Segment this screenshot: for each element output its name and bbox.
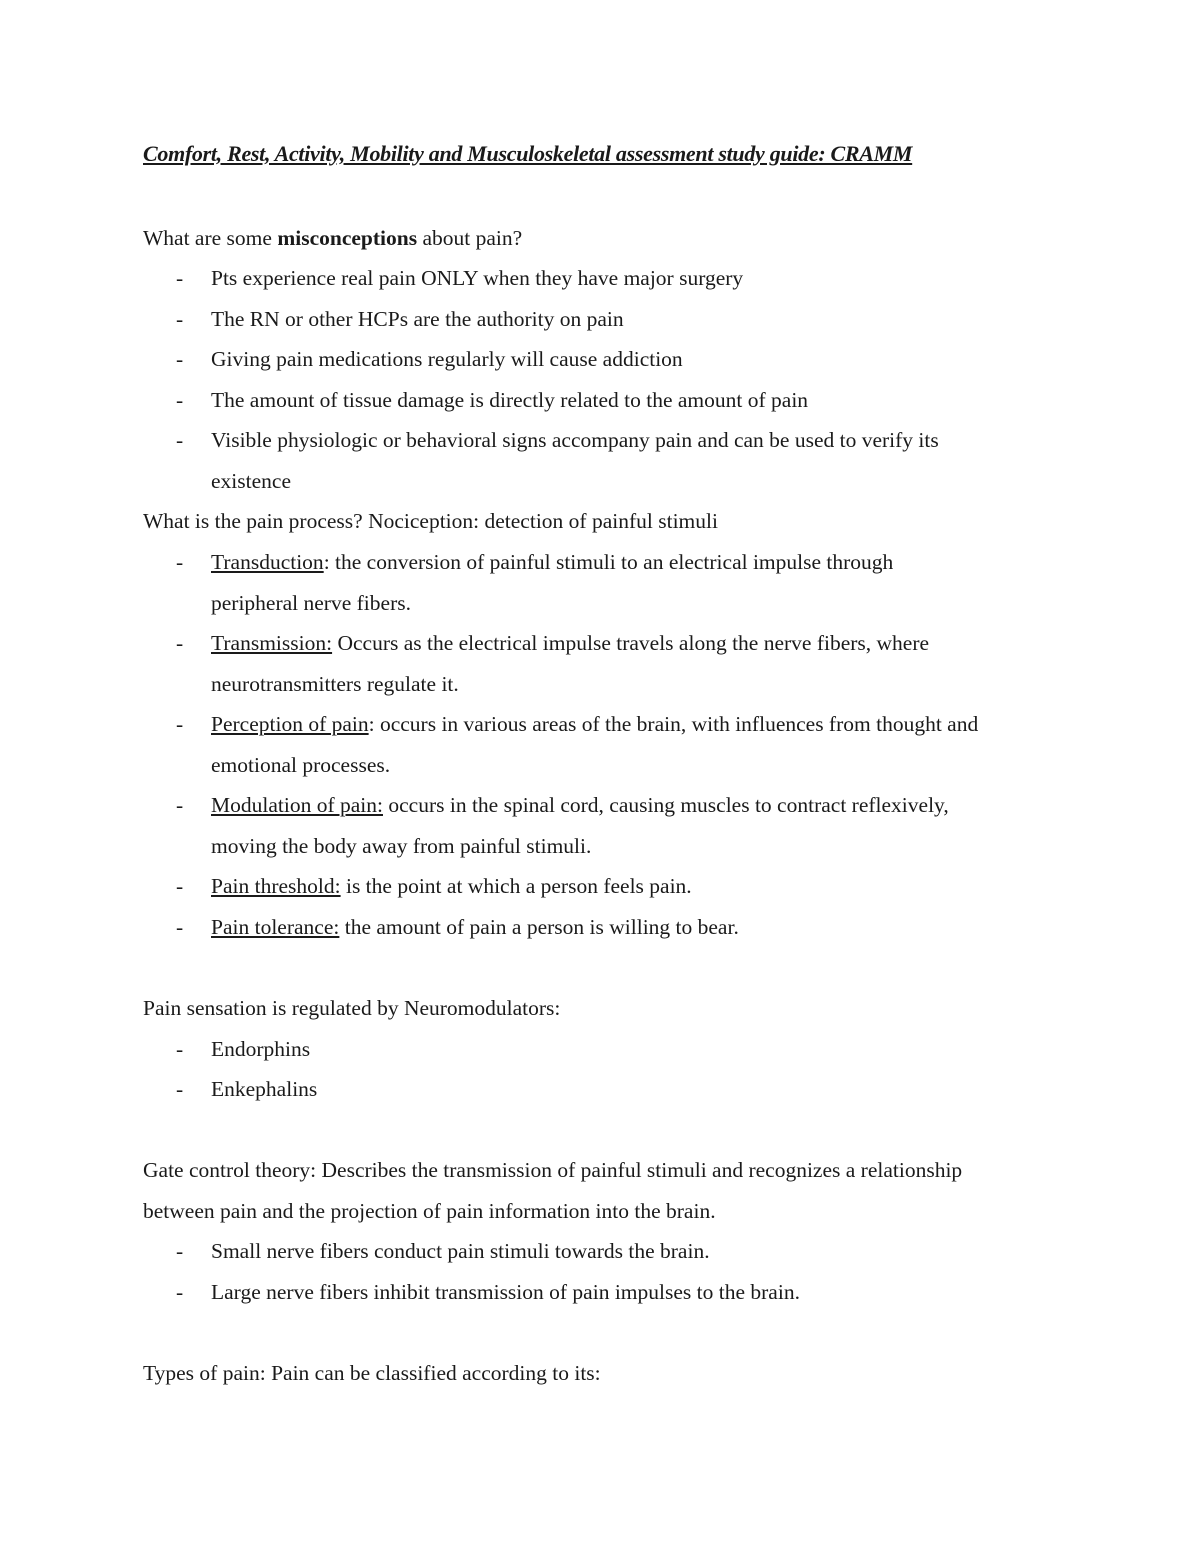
list-item-continuation: peripheral nerve fibers. [211, 591, 411, 615]
term-underlined: Pain tolerance: [211, 915, 340, 939]
list-item-transduction [211, 547, 893, 577]
bullet-dash: - [176, 550, 184, 574]
pain-process-heading: What is the pain process? Nociception: detection of painful stimuli [143, 509, 718, 533]
document-title: Comfort, Rest, Activity, Mobility and Musculoskeletal assessment study guide: CRAMM [143, 141, 913, 166]
list-item: Enkephalins [211, 1077, 318, 1101]
bullet-dash: - [176, 307, 184, 331]
bullet-dash: - [176, 266, 184, 290]
definition-text: the amount of pain a person is willing to bear. [339, 915, 739, 939]
definition-text: : the conversion of painful stimuli to an electrical impulse through [323, 550, 894, 574]
list-item-modulation [211, 790, 949, 820]
bullet-dash: - [176, 793, 184, 817]
types-of-pain-heading: Types of pain: Pain can be classified according to its: [143, 1361, 601, 1385]
bullet-dash: - [176, 1239, 184, 1263]
term-underlined: Pain threshold: [211, 874, 341, 898]
term-underlined: Transmission: [211, 631, 333, 655]
bullet-dash: - [176, 347, 184, 371]
list-item-continuation: existence [211, 469, 291, 493]
question-bold-term: misconceptions [277, 226, 418, 250]
bullet-dash: - [176, 712, 184, 736]
list-item: The RN or other HCPs are the authority on pain [211, 307, 624, 331]
term-underlined: Transduction [211, 550, 324, 574]
bullet-dash: - [176, 1280, 184, 1304]
term-underlined: Modulation of pain: [211, 793, 383, 817]
misconceptions-question [143, 223, 522, 253]
list-item: Large nerve fibers inhibit transmission of pain impulses to the brain. [211, 1280, 800, 1304]
list-item-perception [211, 709, 978, 739]
bullet-dash: - [176, 1037, 184, 1061]
list-item: Visible physiologic or behavioral signs accompany pain and can be used to verify its [211, 428, 939, 452]
list-item-continuation: moving the body away from painful stimuli. [211, 834, 592, 858]
definition-text: is the point at which a person feels pain. [340, 874, 692, 898]
term-underlined: Perception of pain [211, 712, 369, 736]
list-item-pain-threshold [211, 871, 692, 901]
definition-text: Occurs as the electrical impulse travels along the nerve fibers, where [332, 631, 930, 655]
list-item: The amount of tissue damage is directly related to the amount of pain [211, 388, 809, 412]
list-item-continuation: neurotransmitters regulate it. [211, 672, 459, 696]
definition-text: : occurs in various areas of the brain, with influences from thought and [368, 712, 979, 736]
list-item: Small nerve fibers conduct pain stimuli towards the brain. [211, 1239, 710, 1263]
list-item-continuation: emotional processes. [211, 753, 391, 777]
bullet-dash: - [176, 388, 184, 412]
list-item: Giving pain medications regularly will cause addiction [211, 347, 683, 371]
gate-control-paragraph-cont: between pain and the projection of pain information into the brain. [143, 1199, 716, 1223]
bullet-dash: - [176, 874, 184, 898]
list-item-pain-tolerance [211, 912, 739, 942]
bullet-dash: - [176, 1077, 184, 1101]
question-text-end: about pain? [417, 226, 523, 250]
list-item: Pts experience real pain ONLY when they have major surgery [211, 266, 744, 290]
list-item: Endorphins [211, 1037, 311, 1061]
gate-control-paragraph: Gate control theory: Describes the transmission of painful stimuli and recognizes a relationship [143, 1158, 963, 1182]
bullet-dash: - [176, 428, 184, 452]
bullet-dash: - [176, 631, 184, 655]
bullet-dash: - [176, 915, 184, 939]
definition-text: occurs in the spinal cord, causing muscles to contract reflexively, [382, 793, 949, 817]
list-item-transmission [211, 628, 929, 658]
question-text: What are some [143, 226, 278, 250]
neuromodulators-heading: Pain sensation is regulated by Neuromodulators: [143, 996, 561, 1020]
